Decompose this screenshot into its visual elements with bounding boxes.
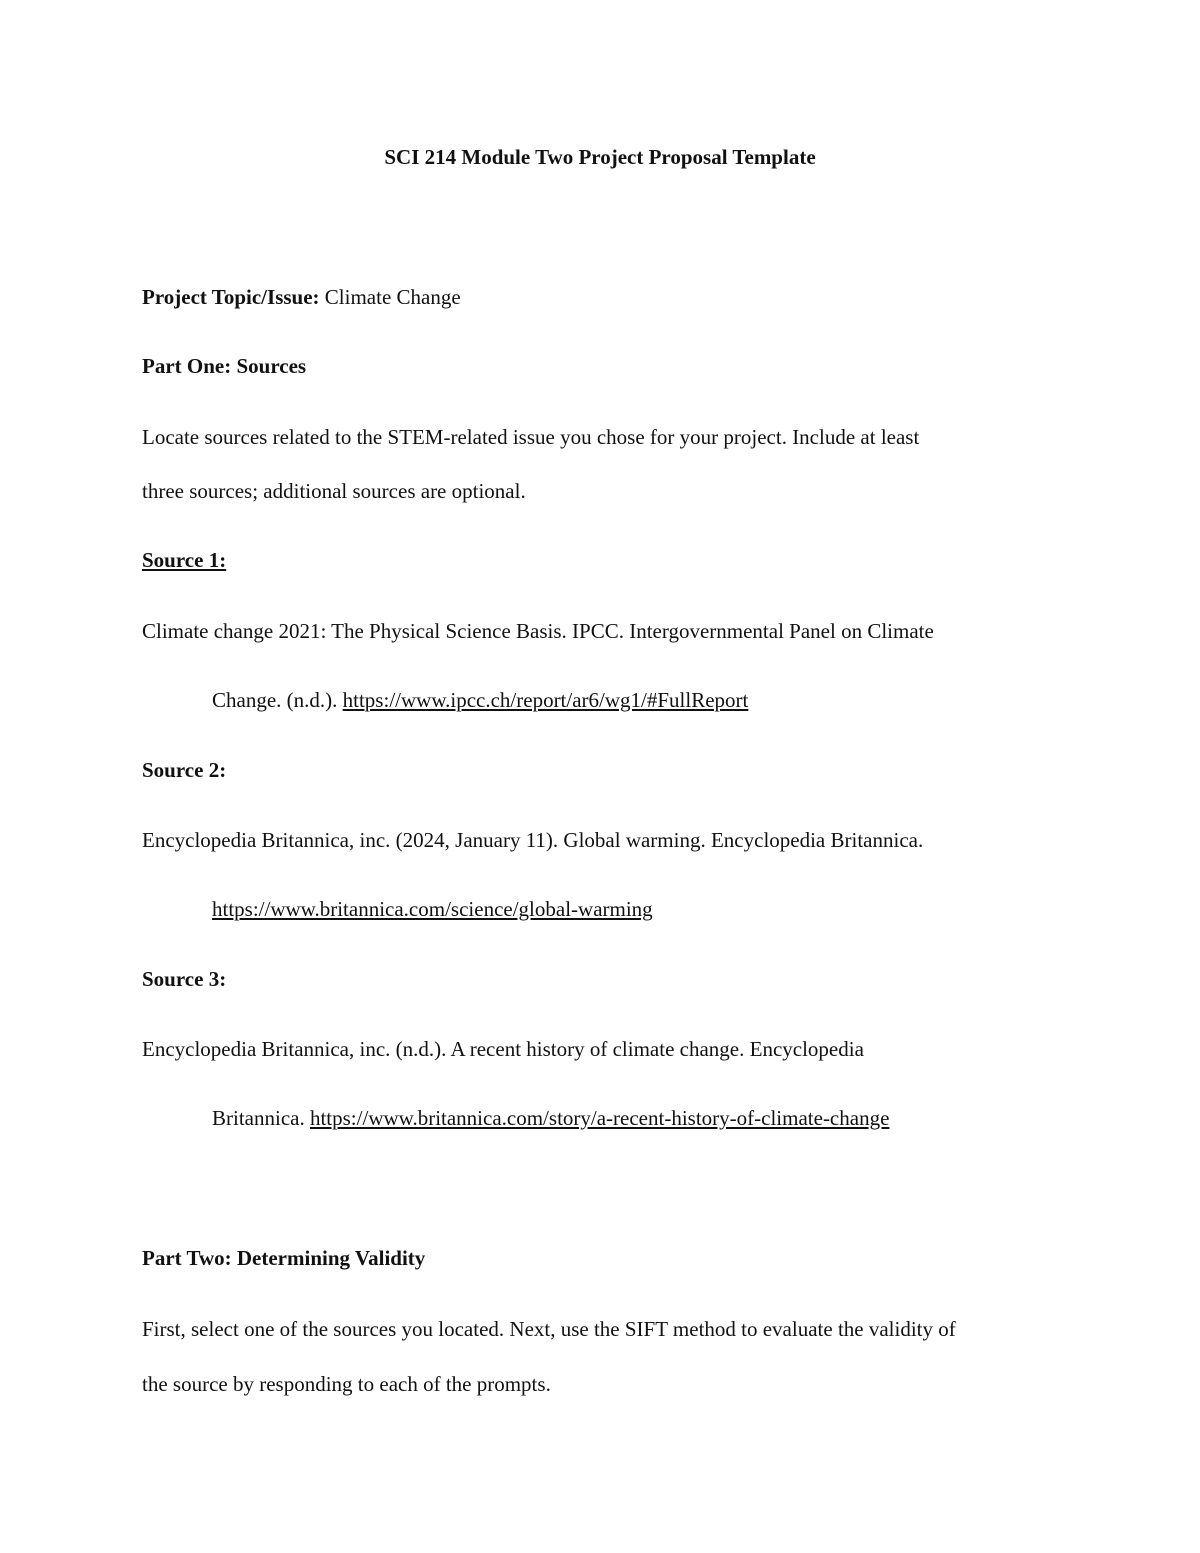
part-two-instructions-line-1: First, select one of the sources you located. Next, use the SIFT method to evaluate the validity of [142,1317,956,1341]
source-1-link[interactable]: https://www.ipcc.ch/report/ar6/wg1/#FullReport [342,688,749,712]
source-1-heading: Source 1: [142,548,227,572]
part-two-heading: Part Two: Determining Validity [142,1246,426,1270]
source-1-citation-line-1: Climate change 2021: The Physical Science Basis. IPCC. Intergovernmental Panel on Climate [142,619,934,643]
project-topic-label: Project Topic/Issue: [142,285,320,309]
source-1-citation-line-2 [212,688,748,712]
source-2-citation-line-2 [212,897,653,921]
part-one-instructions-line-1: Locate sources related to the STEM-related issue you chose for your project. Include at least [142,425,920,449]
project-topic [142,285,461,309]
project-topic-value: Climate Change [324,285,461,309]
part-two-instructions-line-2: the source by responding to each of the prompts. [142,1372,551,1396]
source-2-citation-line-1: Encyclopedia Britannica, inc. (2024, January 11). Global warming. Encyclopedia Britannica. [142,828,924,852]
document-title: SCI 214 Module Two Project Proposal Template [384,145,816,169]
part-one-heading: Part One: Sources [142,354,307,378]
source-3-link[interactable]: https://www.britannica.com/story/a-recent-history-of-climate-change [309,1106,890,1130]
source-3-citation-prefix: Britannica. [212,1106,305,1130]
source-3-citation-line-2 [212,1106,889,1130]
source-2-heading: Source 2: [142,758,227,782]
source-3-heading: Source 3: [142,967,227,991]
part-one-instructions-line-2: three sources; additional sources are optional. [142,479,526,503]
source-1-citation-prefix: Change. (n.d.). [212,688,338,712]
source-3-citation-line-1: Encyclopedia Britannica, inc. (n.d.). A recent history of climate change. Encyclopedia [142,1037,864,1061]
source-2-link[interactable]: https://www.britannica.com/science/global-warming [212,897,653,921]
